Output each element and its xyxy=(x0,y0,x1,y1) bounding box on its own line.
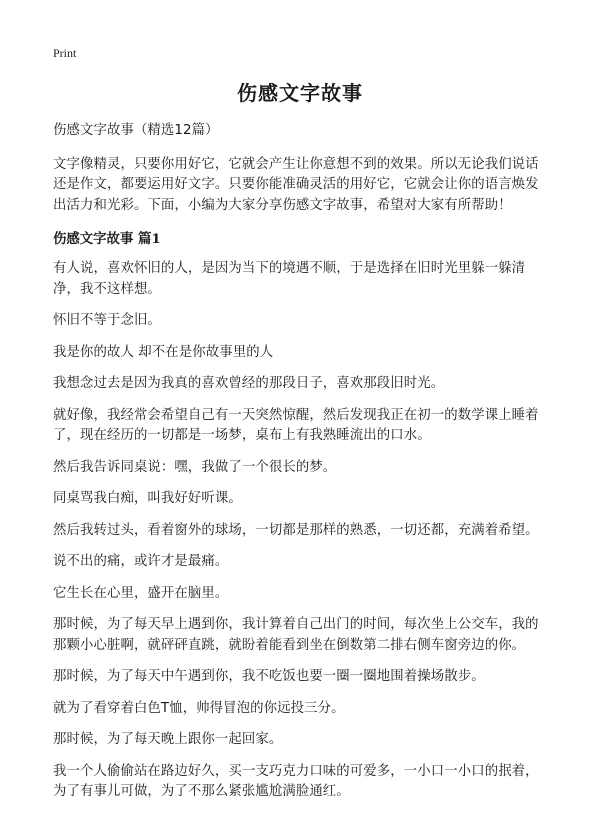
paragraph: 我是你的故人 却不在是你故事里的人 xyxy=(53,344,274,360)
paragraph: 有人说，喜欢怀旧的人，是因为当下的境遇不顺，于是选择在旧时光里躲一躲清净，我不这样想。 xyxy=(53,261,526,297)
paragraph: 它生长在心里，盛开在脑里。 xyxy=(53,585,229,601)
paragraph: 就好像，我经常会希望自己有一天突然惊醒，然后发现我正在初一的数学课上睡着了，现在经历的一切都是一场梦，桌布上有我熟睡流出的口水。 xyxy=(53,407,539,443)
article-body xyxy=(53,121,548,814)
intro-paragraph: 文字像精灵，只要你用好它，它就会产生让你意想不到的效果。所以无论我们说话还是作文，都要运用好文字。只要你能准确灵活的用好它，它就会让你的语言焕发出活力和光彩。下面，小编为大家分享伤感文字故事，希望对大家有所帮助！ xyxy=(53,156,539,213)
paragraph: 就为了看穿着白色T恤，帅得冒泡的你远投三分。 xyxy=(53,700,345,716)
paragraph: 同桌骂我白痴，叫我好好听课。 xyxy=(53,491,242,506)
paragraph: 我一个人偷偷站在路边好久，买一支巧克力口味的可爱多，一小口一小口的抿着，为了有事儿可做，为了不那么紧张尴尬满脸通红。 xyxy=(53,763,539,799)
paragraph: 然后我转过头，看着窗外的球场，一切都是那样的熟悉，一切还都，充满着希望。 xyxy=(53,522,539,538)
paragraph: 那时候，为了每天早上遇到你，我计算着自己出门的时间，每次坐上公交车，我的那颗小心脏啊，就砰砰直跳，就盼着能看到坐在倒数第二排右侧车窗旁边的你。 xyxy=(53,617,539,653)
paragraph: 说不出的痛，或许才是最痛。 xyxy=(53,554,229,569)
section-heading: 伤感文字故事 篇1 xyxy=(53,231,161,247)
paragraph: 我想念过去是因为我真的喜欢曾经的那段日子，喜欢那段旧时光。 xyxy=(53,376,445,391)
print-link[interactable]: Print xyxy=(53,46,77,60)
page-title: 伤感文字故事 xyxy=(237,81,363,105)
paragraph: 那时候，为了每天晚上跟你一起回家。 xyxy=(53,732,283,747)
article-subtitle: 伤感文字故事（精选12篇） xyxy=(53,123,219,138)
paragraph: 怀旧不等于念旧。 xyxy=(53,313,161,328)
paragraph: 那时候，为了每天中午遇到你，我不吃饭也要一圈一圈地围着操场散步。 xyxy=(53,669,485,684)
paragraph: 然后我告诉同桌说：嘿，我做了一个很长的梦。 xyxy=(53,459,337,475)
